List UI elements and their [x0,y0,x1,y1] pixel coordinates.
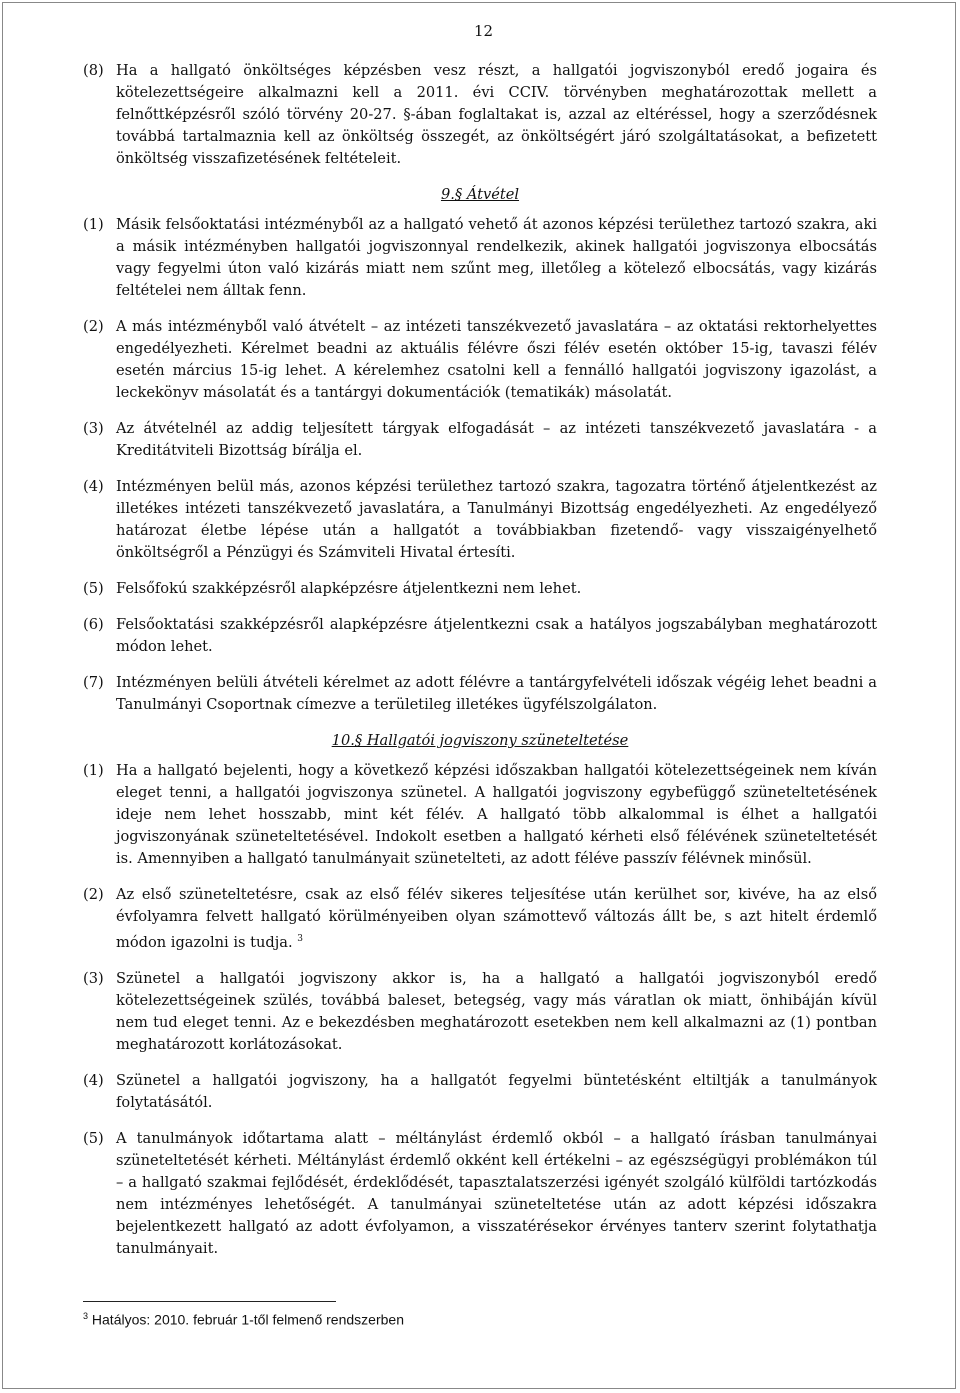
section-9-paragraph-6 [83,614,877,658]
paragraph-text: A tanulmányok időtartama alatt – méltánylást érdemlő okból – a hallgató írásban tanulmányai szüneteltetését kérheti. Méltánylást érdemlő okként kell értékelni – az egészségügyi problémákon túl – a hallgató szakmai fejlődését, érdeklődését, tapasztalatszerzési igényét szolgáló külföldi tartózkodás nem intézményes lehetőségét. A tanulmányai szüneteltetése után az adott képzési időszakra bejelentkezett hallgató az adott évfolyamon, a visszatérésekor érvényes tanterv szerint folytathatja tanulmányait. [116,1129,877,1257]
section-10-body [83,760,877,1260]
paragraph-number: (2) [83,318,104,335]
paragraph-text: Másik felsőoktatási intézményből az a hallgató vehető át azonos képzési területhez tartozó szakra, aki a másik intézményben hallgatói jogviszonnyal rendelkezik, akinek hallgatói jogviszonya elbocsátás vagy fegyelmi úton való kizárás miatt nem szűnt meg, illetőleg a kötelező elbocsátás, vagy kizárás feltételei nem álltak fenn. [116,216,877,299]
paragraph-text: Az átvételnél az addig teljesített tárgyak elfogadását – az intézeti tanszékvezető javaslatára - a Kreditátviteli Bizottság bírálja el. [116,420,877,459]
paragraph-text: Ha a hallgató önköltséges képzésben vesz részt, a hallgatói jogviszonyból eredő jogaira és kötelezettségeire alkalmazni kell a 2011. évi CCIV. törvényben meghatározottak mellett a felnőttképzésről szóló törvény 20-27. §-ában foglaltakat is, azzal az eltéréssel, hogy a szerződésnek továbbá tartalmaznia kell az önköltség összegét, az önköltségért járó szolgáltatásokat, a befizetett önköltség visszafizetésének feltételeit. [116,62,877,167]
section-10-paragraph-5 [83,1128,877,1260]
paragraph-number: (8) [83,62,104,79]
paragraph-number: (3) [83,969,104,987]
footnote [83,1311,404,1328]
paragraph-number: (2) [83,886,104,903]
paragraph-8 [83,60,877,170]
footnote-text: Hatályos: 2010. február 1-től felmenő rendszerben [91,1311,404,1328]
section-9-paragraph-5 [83,578,877,600]
paragraph-text: Intézményen belüli átvételi kérelmet az adott félévre a tantárgyfelvételi időszak végéig lehet beadni a Tanulmányi Csoportnak címezve a területileg illetékes ügyfélszolgálaton. [116,674,877,713]
paragraph-number: (3) [83,420,104,437]
paragraph-number: (6) [83,616,104,633]
paragraph-number: (1) [83,762,104,779]
section-10-paragraph-1 [83,760,877,870]
paragraph-number: (4) [83,1071,104,1089]
paragraph-text: Szünetel a hallgatói jogviszony akkor is, ha a hallgató a hallgatói jogviszonyból eredő kötelezettségeinek szülés, továbbá baleset, betegség, vagy más váratlan ok miatt, önhibáján kívül nem tud eleget tenni. Az e bekezdésben meghatározott esetekben nem kell alkalmazni az (1) pontban meghatározott korlátozásokat. [116,969,877,1053]
document-body [83,60,877,1274]
paragraph-text: Ha a hallgató bejelenti, hogy a következő képzési időszakban hallgatói kötelezettségeinek nem kíván eleget tenni, a hallgatói jogviszonya szünetel. A hallgatói jogviszony egybefüggő szüneteltetésének ideje nem lehet hosszabb, mint két félév. A hallgató több alkalommal is élhet a hallgatói jogviszonyának szüneteltetésével. Indokolt esetben a hallgató kérheti első félévének szüneteltetését is. Amennyiben a hallgató tanulmányait szünetelteti, az adott féléve passzív félévnek minősül. [116,762,877,867]
section-10-paragraph-2 [83,884,877,954]
section-9-paragraph-4 [83,476,877,564]
paragraph-text: Szünetel a hallgatói jogviszony, ha a hallgatót fegyelmi büntetésként eltiltják a tanulmányok folytatásától. [116,1071,877,1111]
page-number: 12 [474,22,494,40]
paragraph-text: Intézményen belül más, azonos képzési területhez tartozó szakra, tagozatra történő átjelentkezést az illetékes intézeti tanszékvezető javaslatára, a Tanulmányi Bizottság engedélyezheti. Az engedélyező határozat életbe lépése után a hallgatót a továbbiakban fizetendő- vagy visszaigényelhető önköltségről a Pénzügyi és Számviteli Hivatal értesíti. [116,478,877,561]
paragraph-number: (4) [83,478,104,495]
footnote-reference[interactable]: 3 [297,934,303,944]
section-9-paragraph-3 [83,418,877,462]
section-9-body [83,214,877,716]
section-10-paragraph-3 [83,968,877,1056]
section-9-paragraph-2 [83,316,877,404]
section-10-heading: 10.§ Hallgatói jogviszony szüneteltetése [331,732,629,749]
paragraph-number: (1) [83,216,104,233]
section-9-paragraph-7 [83,672,877,716]
section-9-paragraph-1 [83,214,877,302]
section-9-heading: 9.§ Átvétel [440,186,520,203]
paragraph-text: Az első szüneteltetésre, csak az első félév sikeres teljesítése után kerülhet sor, kivéve, ha az első évfolyamra felvett hallgató körülményeiben olyan számottevő változás állt be, s azt hitelt érdemlő módon igazolni is tudja. [116,886,877,951]
paragraph-text: Felsőoktatási szakképzésről alapképzésre átjelentkezni csak a hatályos jogszabályban meghatározott módon lehet. [116,616,877,655]
paragraph-text: A más intézményből való átvételt – az intézeti tanszékvezető javaslatára – az oktatási rektorhelyettes engedélyezheti. Kérelmet beadni az aktuális félévre őszi félév esetén október 15-ig, tavaszi félév esetén március 15-ig lehet. A kérelemhez csatolni kell a fennálló hallgatói jogviszony igazolást, a leckekönyv másolatát és a tantárgyi dokumentációk (tematikák) másolatát. [116,318,877,401]
paragraph-text-with-footnote [116,884,877,954]
paragraph-text: Felsőfokú szakképzésről alapképzésre átjelentkezni nem lehet. [116,580,582,597]
footnote-separator [83,1301,336,1302]
section-10-paragraph-4 [83,1070,877,1114]
paragraph-number: (5) [83,1129,104,1147]
paragraph-number: (7) [83,674,104,691]
paragraph-number: (5) [83,580,104,597]
footnote-marker: 3 [83,1311,89,1321]
